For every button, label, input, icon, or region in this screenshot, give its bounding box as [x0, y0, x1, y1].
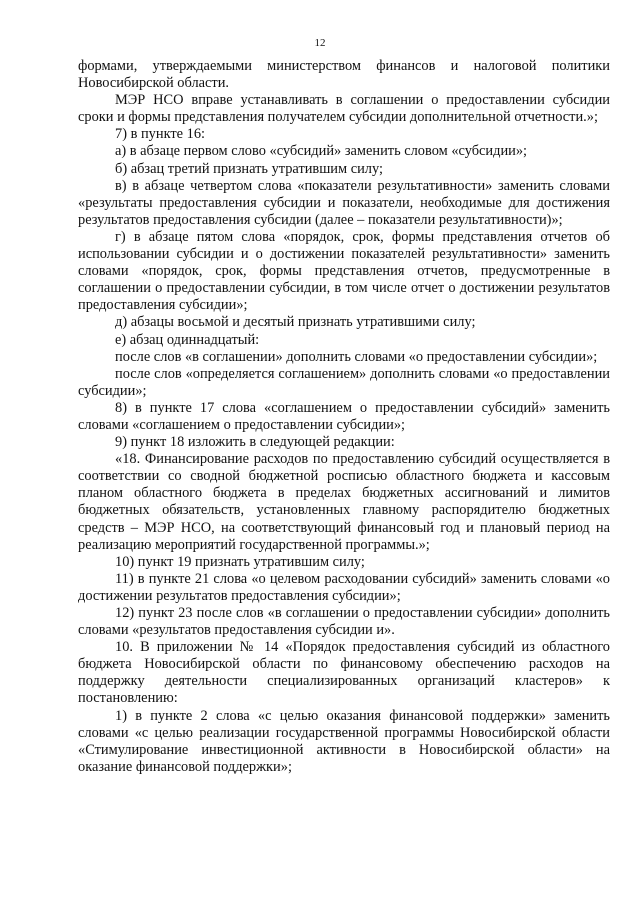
paragraph: е) абзац одиннадцатый: [115, 331, 260, 348]
paragraph: «18. Финансирование расходов по предоставлению субсидий осуществляется в соответствии со сводной бюджетной росписью областного бюджета и кассовым планом областного бюджета в пределах бюджетных ассигнований и лимитов бюджетных обязательств, установленных главному распорядителю бюджетных средств – МЭР НСО, на соответствующий финансовый год и плановый период на реализацию мероприятий государственной программы.»; [78, 451, 610, 553]
paragraph: формами, утверждаемыми министерством финансов и налоговой политики Новосибирской области. [78, 58, 610, 92]
page-number: 12 [314, 37, 326, 49]
paragraph: 10. В приложении № 14 «Порядок предоставления субсидий из областного бюджета Новосибирской области по финансовому обеспечению расходов на поддержку деятельности специализированных организаций кластеров» к постановлению: [78, 639, 610, 707]
paragraph: 1) в пункте 2 слова «с целью оказания финансовой поддержки» заменить словами «с целью реализации государственной программы Новосибирской области «Стимулирование инвестиционной активности в Новосибирской области» на оказание финансовой поддержки»; [78, 707, 610, 775]
paragraph: а) в абзаце первом слово «субсидий» заменить словом «субсидии»; [115, 143, 528, 160]
paragraph: 10) пункт 19 признать утратившим силу; [115, 553, 365, 570]
paragraph: 8) в пункте 17 слова «соглашением о предоставлении субсидий» заменить словами «соглашением о предоставлении субсидии»; [78, 399, 610, 433]
paragraph: 11) в пункте 21 слова «о целевом расходовании субсидий» заменить словами «о достижении результатов предоставления субсидии»; [78, 570, 610, 604]
paragraph: после слов «определяется соглашением» дополнить словами «о предоставлении субсидии»; [78, 365, 610, 399]
paragraph: после слов «в соглашении» дополнить словами «о предоставлении субсидии»; [115, 348, 598, 365]
paragraph: г) в абзаце пятом слова «порядок, срок, формы представления отчетов об использовании субсидии и о достижении показателей результативности» заменить словами «порядок, срок, формы представления отчетов, предусмотренные в соглашении о предоставлении субсидии, в том числе отчет о достижении результатов предоставления субсидии»; [78, 228, 610, 314]
paragraph: МЭР НСО вправе устанавливать в соглашении о предоставлении субсидии сроки и формы представления получателем субсидии дополнительной отчетности.»; [78, 92, 610, 126]
paragraph: б) абзац третий признать утратившим силу; [115, 160, 383, 177]
paragraph: в) в абзаце четвертом слова «показатели результативности» заменить словами «результаты предоставления субсидии и показатели, необходимые для достижения результатов предоставления субсидии (далее – показатели результативности)»; [78, 177, 610, 228]
paragraph: 12) пункт 23 после слов «в соглашении о предоставлении субсидии» дополнить словами «результатов предоставления субсидии и». [78, 605, 610, 639]
document-body [78, 58, 610, 776]
paragraph: 9) пункт 18 изложить в следующей редакции: [115, 434, 395, 451]
paragraph: д) абзацы восьмой и десятый признать утратившими силу; [115, 314, 476, 331]
paragraph: 7) в пункте 16: [115, 126, 206, 143]
